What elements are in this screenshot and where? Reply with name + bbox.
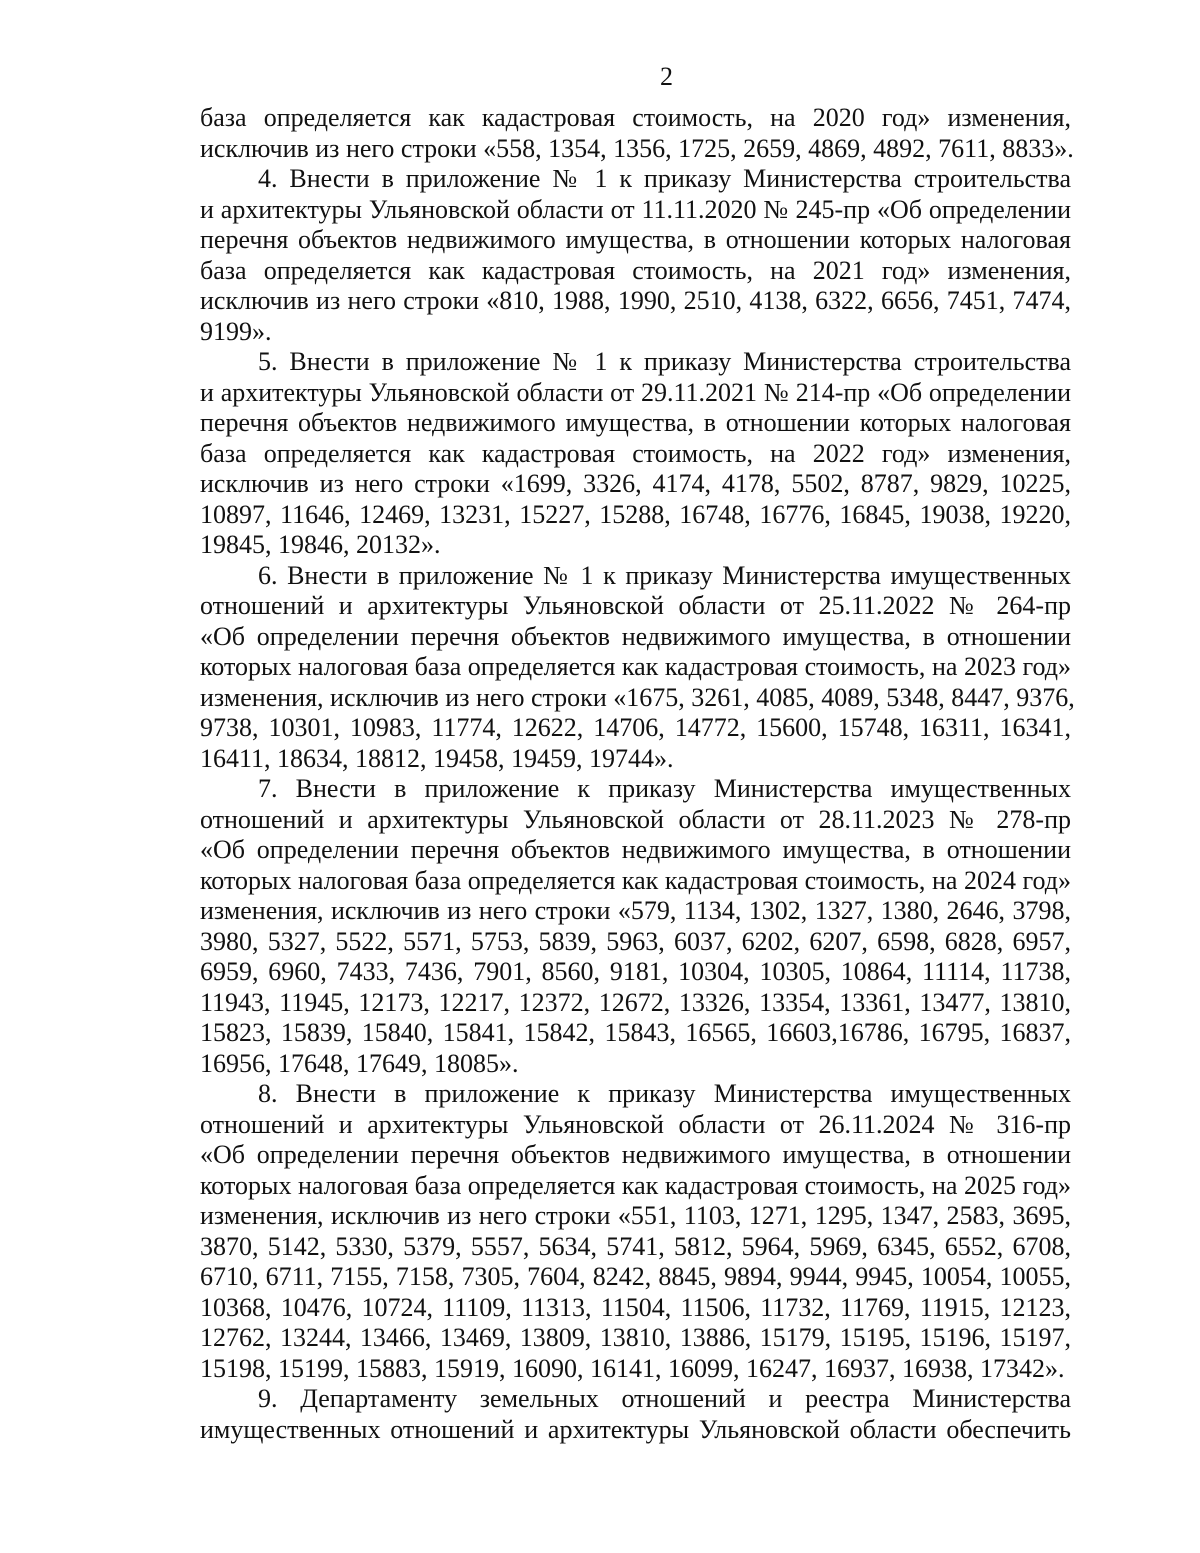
text-line: 5. Внести в приложение № 1 к приказу Министерства строительства: [258, 347, 1071, 376]
text-line: база определяется как кадастровая стоимость, на 2022 год» изменения,: [200, 438, 1071, 468]
text-line: 10368, 10476, 10724, 11109, 11313, 11504, 11506, 11732, 11769, 11915, 12123,: [200, 1292, 1071, 1322]
paragraph: [200, 1384, 1071, 1445]
text-line: 9199».: [200, 316, 272, 346]
text-line: изменения, исключив из него строки «579, 1134, 1302, 1327, 1380, 2646, 3798,: [200, 896, 1071, 925]
text-line: «Об определении перечня объектов недвижимого имущества, в отношении: [200, 1140, 1071, 1169]
text-line: исключив из него строки «810, 1988, 1990, 2510, 4138, 6322, 6656, 7451, 7474,: [200, 286, 1071, 315]
paragraph: [200, 774, 1071, 1079]
paragraph: [200, 1079, 1071, 1384]
text-line: которых налоговая база определяется как кадастровая стоимость, на 2025 год»: [200, 1170, 1071, 1200]
text-line: исключив из него строки «1699, 3326, 4174, 4178, 5502, 8787, 9829, 10225,: [200, 469, 1071, 498]
text-line: имущественных отношений и архитектуры Ульяновской области обеспечить: [200, 1414, 1071, 1444]
text-line: 16411, 18634, 18812, 19458, 19459, 19744».: [200, 743, 674, 773]
text-line: и архитектуры Ульяновской области от 11.11.2020 № 245-пр «Об определении: [200, 194, 1071, 224]
text-line: база определяется как кадастровая стоимость, на 2021 год» изменения,: [200, 255, 1071, 285]
text-line: изменения, исключив из него строки «551, 1103, 1271, 1295, 1347, 2583, 3695,: [200, 1201, 1071, 1230]
text-line: изменения, исключив из него строки «1675, 3261, 4085, 4089, 5348, 8447, 9376,: [200, 682, 1075, 712]
page-number: 2: [660, 62, 673, 91]
paragraph: [200, 347, 1071, 561]
text-line: 10897, 11646, 12469, 13231, 15227, 15288, 16748, 16776, 16845, 19038, 19220,: [200, 499, 1071, 529]
document-body: [200, 103, 1075, 1445]
text-line: которых налоговая база определяется как кадастровая стоимость, на 2024 год»: [200, 865, 1071, 895]
text-line: 12762, 13244, 13466, 13469, 13809, 13810, 13886, 15179, 15195, 15196, 15197,: [200, 1323, 1071, 1352]
text-line: 6710, 6711, 7155, 7158, 7305, 7604, 8242, 8845, 9894, 9944, 9945, 10054, 10055,: [200, 1262, 1071, 1291]
text-line: отношений и архитектуры Ульяновской области от 28.11.2023 № 278-пр: [200, 804, 1071, 834]
text-line: 9. Департаменту земельных отношений и реестра Министерства: [258, 1384, 1071, 1413]
text-line: 16956, 17648, 17649, 18085».: [200, 1048, 519, 1078]
text-line: 11943, 11945, 12173, 12217, 12372, 12672, 13326, 13354, 13361, 13477, 13810,: [200, 987, 1071, 1017]
text-line: и архитектуры Ульяновской области от 29.11.2021 № 214-пр «Об определении: [200, 377, 1071, 407]
text-line: 4. Внести в приложение № 1 к приказу Министерства строительства: [258, 164, 1071, 193]
text-line: перечня объектов недвижимого имущества, в отношении которых налоговая: [200, 225, 1071, 254]
text-line: перечня объектов недвижимого имущества, в отношении которых налоговая: [200, 408, 1071, 437]
paragraph: [200, 103, 1074, 164]
paragraph: [200, 560, 1075, 775]
text-line: отношений и архитектуры Ульяновской области от 26.11.2024 № 316-пр: [200, 1109, 1071, 1139]
text-line: 19845, 19846, 20132».: [200, 530, 441, 559]
text-line: 6. Внести в приложение № 1 к приказу Министерства имущественных: [258, 560, 1071, 590]
text-line: 15198, 15199, 15883, 15919, 16090, 16141, 16099, 16247, 16937, 16938, 17342».: [200, 1353, 1065, 1383]
text-line: 9738, 10301, 10983, 11774, 12622, 14706, 14772, 15600, 15748, 16311, 16341,: [200, 713, 1071, 742]
text-line: «Об определении перечня объектов недвижимого имущества, в отношении: [200, 621, 1071, 651]
text-line: исключив из него строки «558, 1354, 1356, 1725, 2659, 4869, 4892, 7611, 8833».: [200, 133, 1074, 163]
text-line: 7. Внести в приложение к приказу Министерства имущественных: [258, 774, 1071, 803]
text-line: 15823, 15839, 15840, 15841, 15842, 15843, 16565, 16603,16786, 16795, 16837,: [200, 1018, 1071, 1047]
text-line: 6959, 6960, 7433, 7436, 7901, 8560, 9181, 10304, 10305, 10864, 11114, 11738,: [200, 957, 1071, 986]
text-line: 3870, 5142, 5330, 5379, 5557, 5634, 5741, 5812, 5964, 5969, 6345, 6552, 6708,: [200, 1231, 1071, 1261]
text-line: 8. Внести в приложение к приказу Министерства имущественных: [258, 1079, 1071, 1108]
text-line: которых налоговая база определяется как кадастровая стоимость, на 2023 год»: [200, 652, 1071, 681]
text-line: отношений и архитектуры Ульяновской области от 25.11.2022 № 264-пр: [200, 591, 1071, 620]
text-line: база определяется как кадастровая стоимость, на 2020 год» изменения,: [200, 103, 1071, 132]
paragraph: [200, 164, 1071, 347]
text-line: «Об определении перечня объектов недвижимого имущества, в отношении: [200, 835, 1071, 864]
text-line: 3980, 5327, 5522, 5571, 5753, 5839, 5963, 6037, 6202, 6207, 6598, 6828, 6957,: [200, 926, 1071, 956]
